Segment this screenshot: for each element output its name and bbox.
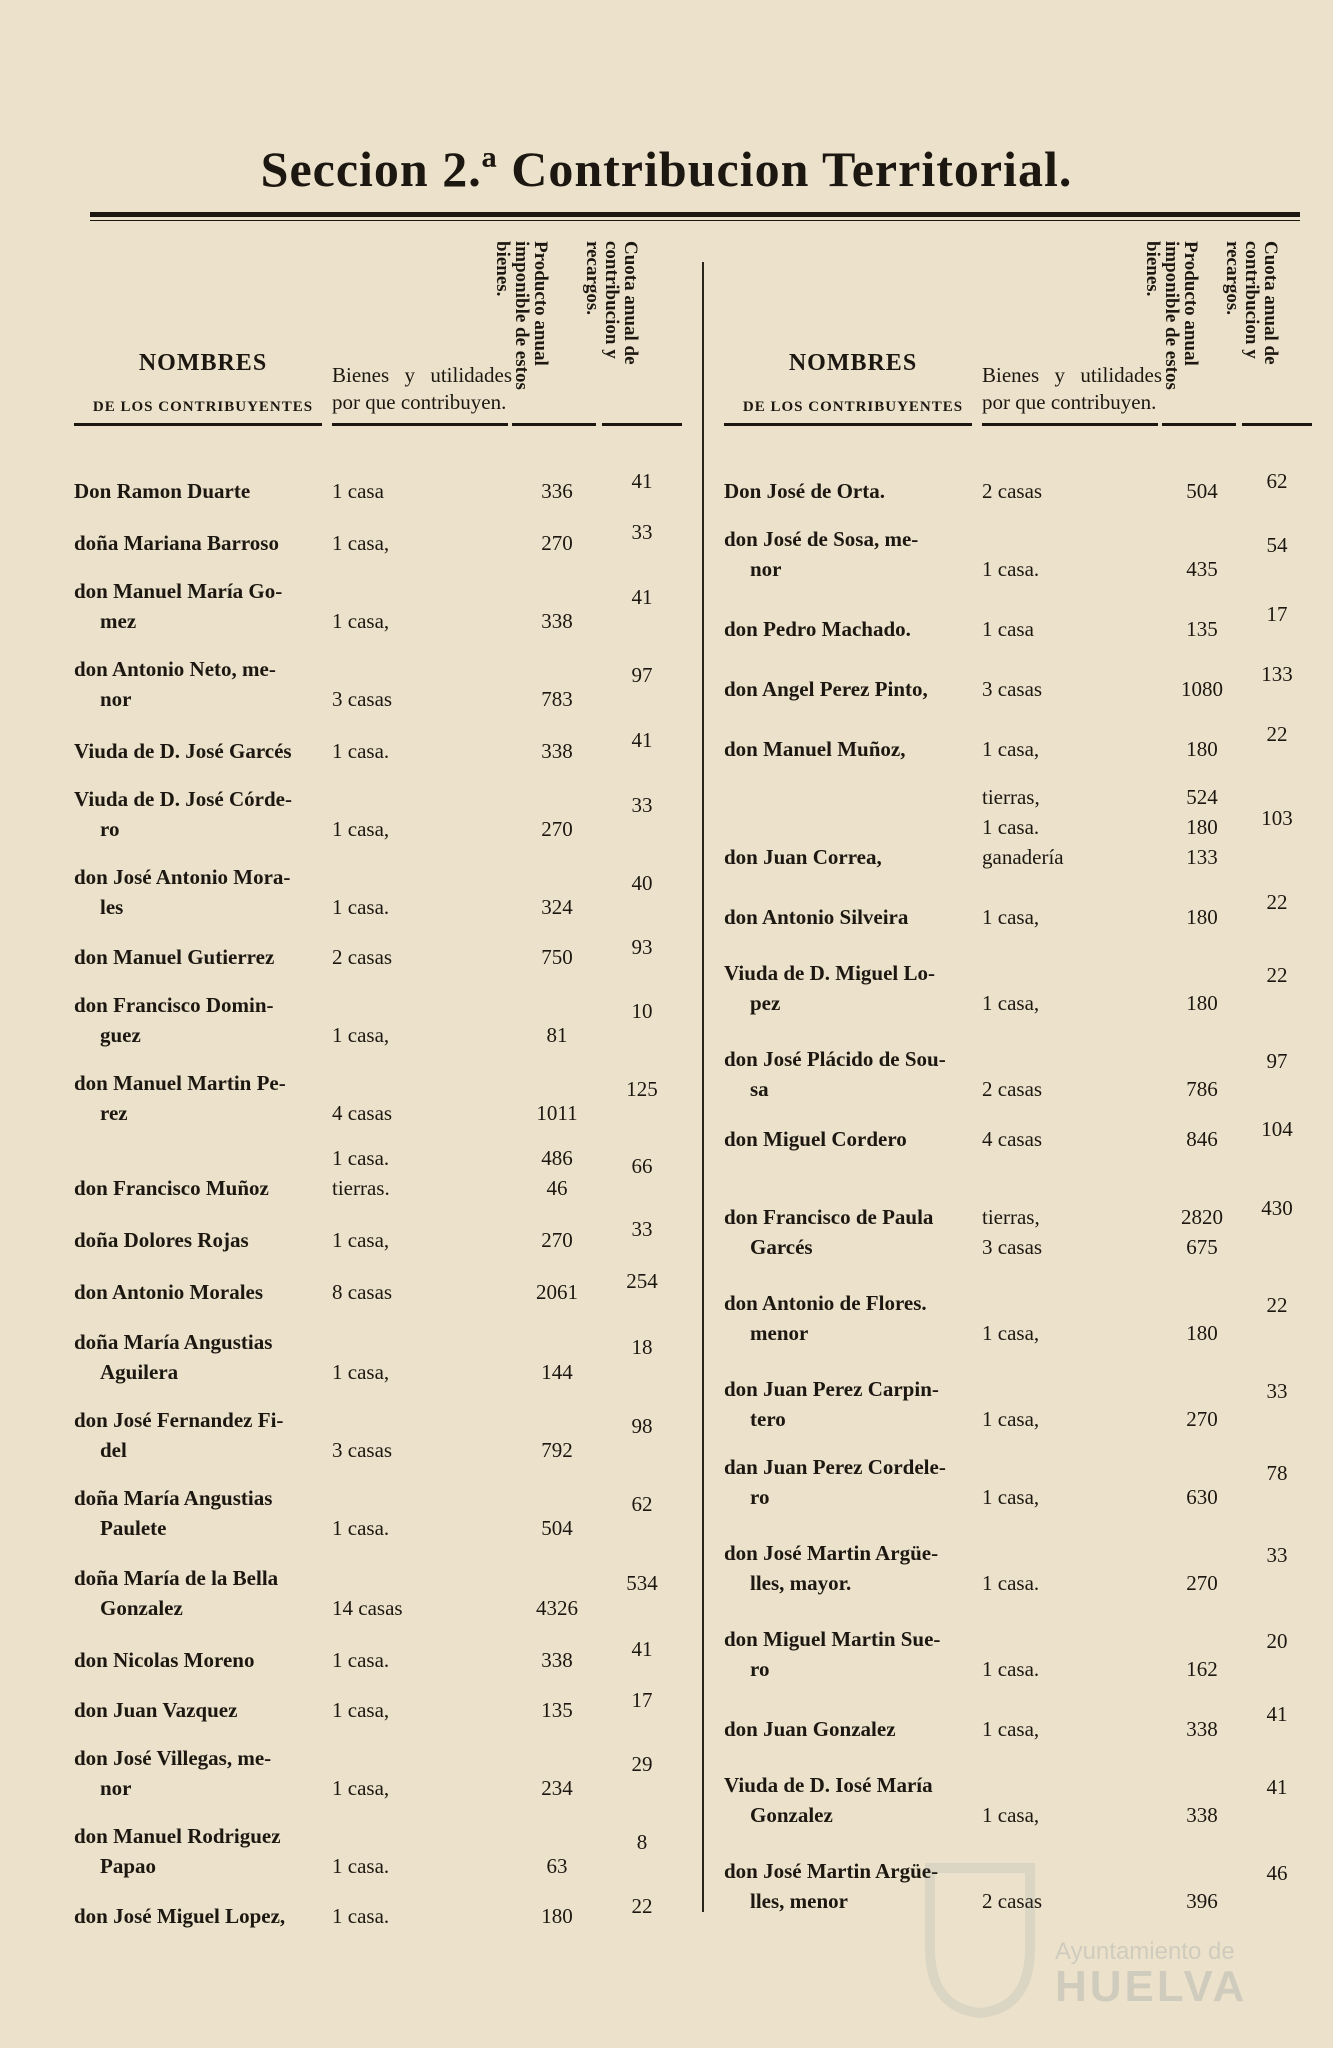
contributor-name: don Francisco de Paula Garcés — [724, 1205, 934, 1259]
table-row — [724, 644, 1304, 704]
bienes-cell: 1 casa. — [332, 895, 390, 919]
bienes-cell: 1 casa. — [332, 739, 390, 763]
header-producto: Producto anual imponible de estos bienes. — [492, 241, 551, 390]
bienes-cell: 1 casa, — [332, 1776, 390, 1800]
producto-cell: 792 — [541, 1438, 573, 1462]
contributor-name: doña Mariana Barroso — [74, 531, 279, 555]
table-row — [724, 456, 1304, 506]
cuota-cell: 33 — [1266, 1379, 1288, 1403]
contributor-name: dan Juan Perez Cordele- ro — [724, 1455, 946, 1509]
bienes-cell: 1 casa. tierras. — [332, 1146, 390, 1200]
cuota-cell: 41 — [1266, 1702, 1288, 1726]
column-divider — [702, 262, 704, 1912]
producto-cell: 4326 — [536, 1596, 578, 1620]
contributor-name: doña María Angustias Paulete — [74, 1486, 273, 1540]
contributor-name: don Juan Correa, — [724, 845, 882, 869]
table-body — [74, 456, 682, 1931]
contributor-name: Viuda de D. José Córde- ro — [74, 787, 292, 841]
contributor-name: doña María de la Bella Gonzalez — [74, 1566, 279, 1620]
cuota-cell: 97 — [1266, 1049, 1288, 1073]
producto-cell: 338 — [541, 739, 573, 763]
bienes-cell: 4 casas — [982, 1127, 1043, 1151]
producto-cell: 180 — [1186, 905, 1218, 929]
bienes-cell: 1 casa. — [332, 1904, 390, 1928]
cuota-cell: 22 — [1266, 963, 1288, 987]
table-row — [74, 972, 682, 1050]
bienes-cell: 1 casa, — [332, 817, 390, 841]
cuota-cell: 41 — [631, 1637, 653, 1661]
producto-cell: 336 — [541, 479, 573, 503]
table-row — [724, 584, 1304, 644]
producto-cell: 846 — [1186, 1127, 1218, 1151]
cuota-cell: 33 — [631, 1217, 653, 1241]
contributor-name: don Francisco Domin- guez — [74, 993, 274, 1047]
producto-cell: 180 — [1186, 991, 1218, 1015]
bienes-cell: 2 casas — [332, 945, 393, 969]
cuota-cell: 22 — [1266, 722, 1288, 746]
header-bienes: Bienes y utilidades por que contribuyen. — [332, 363, 512, 414]
producto-cell: 81 — [546, 1023, 568, 1047]
bienes-cell: 1 casa. — [332, 1648, 390, 1672]
page-title: Seccion 2.ª Contribucion Territorial. — [260, 141, 1073, 197]
producto-cell: 270 — [1186, 1571, 1218, 1595]
bienes-cell: 1 casa, — [332, 1228, 390, 1252]
producto-cell: 180 — [541, 1904, 573, 1928]
contributor-name: don Miguel Martin Sue- ro — [724, 1627, 941, 1681]
header-names-subtitle: DE LOS CONTRIBUYENTES — [92, 399, 314, 415]
bienes-cell: 14 casas — [332, 1596, 403, 1620]
producto-cell: 1011 — [536, 1101, 578, 1125]
bienes-cell: 3 casas — [332, 1438, 393, 1462]
table-row — [74, 844, 682, 922]
bienes-cell: 1 casa, — [332, 1698, 390, 1722]
header-names-title: NOMBRES — [138, 350, 268, 376]
table-row — [724, 872, 1304, 932]
cuota-cell: 254 — [626, 1269, 658, 1293]
header-producto: Producto anual imponible de estos bienes. — [1142, 241, 1201, 390]
contributor-name: don Angel Perez Pinto, — [724, 677, 928, 701]
table-row — [724, 932, 1304, 1018]
table-row — [724, 1348, 1304, 1434]
cuota-cell: 20 — [1266, 1629, 1288, 1653]
header-names — [74, 350, 332, 416]
bienes-cell: 3 casas — [982, 677, 1043, 701]
table-row — [74, 456, 682, 506]
title-rule — [90, 212, 1300, 221]
header-cuota: Cuota anual de contribucion y recargos. — [582, 241, 641, 365]
table-row — [74, 1881, 682, 1931]
producto-cell: 750 — [541, 945, 573, 969]
contributor-name: don José Martin Argüe- lles, mayor. — [724, 1541, 939, 1595]
cuota-cell: 17 — [1266, 602, 1288, 626]
contributor-name: don José Plácido de Sou- sa — [724, 1047, 946, 1101]
producto-cell: 396 — [1186, 1889, 1218, 1913]
bienes-cell: 1 casa. — [332, 1854, 390, 1878]
producto-cell: 270 — [541, 531, 573, 555]
bienes-cell: 1 casa — [982, 617, 1034, 641]
table-row — [724, 1434, 1304, 1512]
cuota-cell: 22 — [1266, 1293, 1288, 1317]
bienes-cell: 4 casas — [332, 1101, 393, 1125]
header-rule — [332, 423, 508, 426]
bienes-cell: 1 casa, — [982, 1321, 1040, 1345]
contributor-name: don José Miguel Lopez, — [74, 1904, 286, 1928]
contributor-name: doña Dolores Rojas — [74, 1228, 249, 1252]
contributor-name: don Juan Vazquez — [74, 1698, 238, 1722]
bienes-cell: tierras, 3 casas — [982, 1205, 1043, 1259]
cuota-cell: 62 — [1266, 469, 1288, 493]
contributor-name: don Francisco Muñoz — [74, 1176, 269, 1200]
cuota-cell: 66 — [631, 1153, 653, 1178]
cuota-cell: 33 — [1266, 1543, 1288, 1567]
cuota-cell: 534 — [626, 1571, 658, 1595]
producto-cell: 630 — [1186, 1485, 1218, 1509]
contributor-name: don José Antonio Mora- les — [74, 865, 291, 919]
bienes-cell: 1 casa. — [332, 1516, 390, 1540]
table-row — [724, 1018, 1304, 1104]
cuota-cell: 78 — [1266, 1461, 1288, 1485]
table-row — [724, 1684, 1304, 1744]
cuota-cell: 430 — [1261, 1196, 1293, 1220]
header-rule — [724, 423, 972, 426]
producto-cell: 144 — [541, 1360, 573, 1384]
cuota-cell: 103 — [1261, 806, 1293, 830]
producto-cell: 180 — [1186, 737, 1218, 761]
table-row — [724, 1104, 1304, 1154]
cuota-cell: 41 — [1266, 1775, 1288, 1799]
cuota-cell: 133 — [1261, 662, 1293, 686]
producto-cell: 1080 — [1181, 677, 1223, 701]
table-row — [74, 922, 682, 972]
table-row — [724, 1262, 1304, 1348]
header-rule — [1162, 423, 1236, 426]
bienes-cell: 1 casa, — [982, 905, 1040, 929]
cuota-cell: 17 — [631, 1688, 653, 1712]
table-row — [724, 764, 1304, 872]
cuota-cell: 93 — [631, 935, 653, 959]
table-header — [74, 242, 682, 430]
table-row — [74, 1255, 682, 1307]
producto-cell: 162 — [1186, 1657, 1218, 1681]
header-names-subtitle: DE LOS CONTRIBUYENTES — [742, 399, 964, 415]
header-rule — [1242, 423, 1312, 426]
contributor-name: don Antonio Morales — [74, 1280, 264, 1304]
producto-cell: 2820 675 — [1181, 1205, 1223, 1259]
contributor-name: don Manuel Rodriguez Papao — [74, 1824, 281, 1878]
cuota-cell: 33 — [631, 793, 653, 817]
cuota-cell: 98 — [631, 1414, 653, 1438]
table-row — [74, 1675, 682, 1725]
header-names-title: NOMBRES — [788, 350, 918, 376]
left-column — [74, 242, 682, 1931]
cuota-cell: 41 — [631, 728, 653, 752]
bienes-cell: 1 casa, — [982, 737, 1040, 761]
bienes-cell: 1 casa. — [982, 557, 1040, 581]
table-row — [74, 1387, 682, 1465]
cuota-cell: 10 — [631, 999, 653, 1023]
table-row — [74, 1465, 682, 1543]
watermark-seal — [920, 1858, 1040, 2018]
bienes-cell: 1 casa, — [982, 991, 1040, 1015]
contributor-name: don José Fernandez Fi- del — [74, 1408, 284, 1462]
contributor-name: Viuda de D. José Garcés — [74, 739, 292, 763]
cuota-cell: 40 — [631, 871, 653, 895]
bienes-cell: 1 casa, — [332, 609, 390, 633]
contributor-name: Viuda de D. Iosé María Gonzalez — [724, 1773, 933, 1827]
table-row — [74, 1128, 682, 1203]
table-row — [74, 1725, 682, 1803]
contributor-name: don Antonio Silveira — [724, 905, 909, 929]
cuota-cell: 33 — [631, 520, 653, 544]
table-row — [74, 714, 682, 766]
table-row — [74, 636, 682, 714]
producto-cell: 338 — [541, 1648, 573, 1672]
bienes-cell: 1 casa. — [982, 1657, 1040, 1681]
table-row — [724, 704, 1304, 764]
cuota-cell: 41 — [631, 585, 653, 609]
producto-cell: 135 — [1186, 617, 1218, 641]
producto-cell: 324 — [541, 895, 573, 919]
contributor-name: don Juan Gonzalez — [724, 1717, 896, 1741]
header-names — [724, 350, 982, 416]
table-row — [74, 1803, 682, 1881]
producto-cell: 338 — [1186, 1717, 1218, 1741]
producto-cell: 180 — [1186, 1321, 1218, 1345]
cuota-cell: 18 — [631, 1335, 653, 1359]
producto-cell: 234 — [541, 1776, 573, 1800]
contributor-name: don Manuel Muñoz, — [724, 737, 906, 761]
contributor-name: don Antonio de Flores. menor — [724, 1291, 927, 1345]
table-row — [724, 1154, 1304, 1262]
cuota-cell: 104 — [1261, 1117, 1293, 1141]
contributor-name: don Manuel Gutierrez — [74, 945, 275, 969]
producto-cell: 338 — [1186, 1803, 1218, 1827]
header-rule — [74, 423, 322, 426]
table-row — [724, 1744, 1304, 1830]
table-body — [724, 456, 1304, 1916]
contributor-name: don José Martin Argüe- lles, menor — [724, 1859, 939, 1913]
producto-cell: 783 — [541, 687, 573, 711]
table-row — [74, 1307, 682, 1387]
contributor-name: don Manuel María Go- mez — [74, 579, 283, 633]
contributor-name: don Nicolas Moreno — [74, 1648, 255, 1672]
producto-cell: 786 — [1186, 1077, 1218, 1101]
producto-cell: 2061 — [536, 1280, 578, 1304]
bienes-cell: 1 casa, — [982, 1717, 1040, 1741]
bienes-cell: 2 casas — [982, 1889, 1043, 1913]
producto-cell: 486 46 — [541, 1146, 573, 1200]
contributor-name: Don Ramon Duarte — [74, 479, 251, 503]
contributor-name: don José Villegas, me- nor — [74, 1746, 272, 1800]
cuota-cell: 97 — [631, 663, 653, 687]
contributor-name: don José de Sosa, me- nor — [724, 527, 919, 581]
contributor-name: don Antonio Neto, me- nor — [74, 657, 276, 711]
bienes-cell: tierras, 1 casa. ganadería — [982, 785, 1064, 869]
cuota-cell: 54 — [1266, 533, 1288, 557]
producto-cell: 435 — [1186, 557, 1218, 581]
bienes-cell: 1 casa, — [332, 1360, 390, 1384]
bienes-cell: 1 casa. — [982, 1571, 1040, 1595]
contributor-name: doña María Angustias Aguilera — [74, 1330, 273, 1384]
producto-cell: 63 — [546, 1854, 568, 1878]
table-row — [74, 558, 682, 636]
contributor-name: don Manuel Martin Pe- rez — [74, 1071, 286, 1125]
header-rule — [602, 423, 682, 426]
cuota-cell: 62 — [631, 1492, 653, 1516]
producto-cell: 524 180 133 — [1186, 785, 1218, 869]
producto-cell: 504 — [541, 1516, 573, 1540]
producto-cell: 270 — [541, 817, 573, 841]
cuota-cell: 8 — [636, 1830, 648, 1854]
producto-cell: 504 — [1186, 479, 1218, 503]
bienes-cell: 2 casas — [982, 479, 1043, 503]
right-column — [724, 242, 1304, 1916]
bienes-cell: 1 casa, — [332, 531, 390, 555]
header-cuota: Cuota anual de contribucion y recargos. — [1222, 241, 1281, 365]
cuota-cell: 22 — [631, 1894, 653, 1918]
header-bienes: Bienes y utilidades por que contribuyen. — [982, 363, 1162, 414]
cuota-cell: 22 — [1266, 890, 1288, 914]
producto-cell: 338 — [541, 609, 573, 633]
header-rule — [982, 423, 1158, 426]
table-row — [74, 766, 682, 844]
table-row — [74, 1050, 682, 1128]
bienes-cell: 1 casa, — [332, 1023, 390, 1047]
bienes-cell: 1 casa, — [982, 1485, 1040, 1509]
table-row — [74, 1623, 682, 1675]
contributor-name: don Juan Perez Carpin- tero — [724, 1377, 939, 1431]
contributor-name: Viuda de D. Miguel Lo- pez — [724, 961, 935, 1015]
contributor-name: don Pedro Machado. — [724, 617, 911, 641]
cuota-cell: 29 — [631, 1752, 653, 1776]
bienes-cell: 3 casas — [332, 687, 393, 711]
cuota-cell: 46 — [1266, 1861, 1288, 1885]
table-row — [74, 506, 682, 558]
producto-cell: 270 — [1186, 1407, 1218, 1431]
bienes-cell: 1 casa, — [982, 1407, 1040, 1431]
table-row — [74, 1203, 682, 1255]
table-row — [724, 1598, 1304, 1684]
cuota-cell: 125 — [626, 1077, 658, 1101]
bienes-cell: 1 casa, — [982, 1803, 1040, 1827]
bienes-cell: 8 casas — [332, 1280, 393, 1304]
header-rule — [512, 423, 596, 426]
producto-cell: 270 — [541, 1228, 573, 1252]
bienes-cell: 2 casas — [982, 1077, 1043, 1101]
cuota-cell: 41 — [631, 469, 653, 493]
table-header — [724, 242, 1304, 430]
table-row — [74, 1543, 682, 1623]
table-row — [724, 506, 1304, 584]
contributor-name: don Miguel Cordero — [724, 1127, 907, 1151]
table-row — [724, 1512, 1304, 1598]
bienes-cell: 1 casa — [332, 479, 384, 503]
watermark-text: Ayuntamiento de HUELVA — [1055, 1938, 1248, 2011]
contributor-name: Don José de Orta. — [724, 479, 885, 503]
producto-cell: 135 — [541, 1698, 573, 1722]
